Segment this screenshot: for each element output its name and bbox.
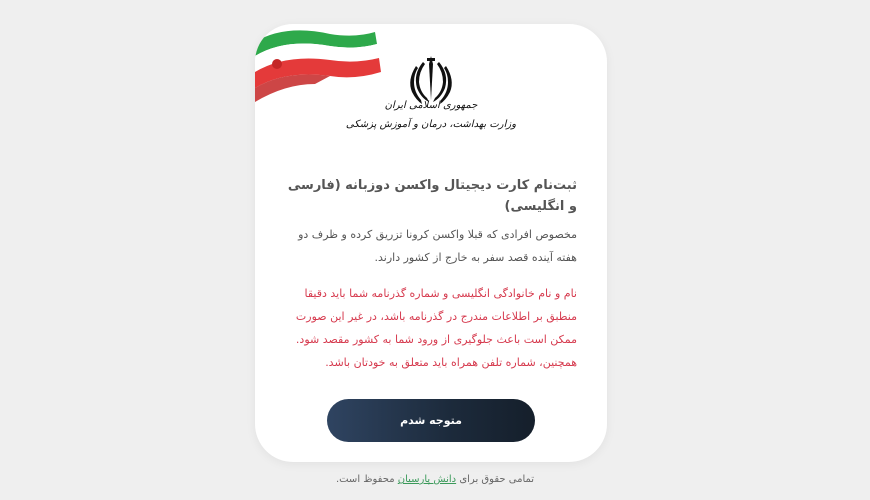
ministry-name-line1: جمهوری اسلامی ایران — [384, 100, 478, 111]
confirm-button[interactable]: متوجه شدم — [327, 399, 535, 442]
footer-company-link[interactable]: دانش پارسیان — [397, 474, 457, 485]
footer-prefix: تمامی حقوق برای — [459, 474, 535, 485]
description-text: مخصوص افرادی که قبلا واکسن کرونا تزریق کرده و ظرف دو هفته آینده قصد سفر به خارج از کشور دارند. — [298, 228, 577, 264]
page-title: ثبت‌نام کارت دیجیتال واکسن دوزبانه (فارسی و انگلیسی) — [287, 178, 577, 214]
notice-card — [255, 24, 607, 462]
ministry-name-line2: وزارت بهداشت، درمان و آموزش پزشکی — [345, 119, 517, 130]
footer-suffix: محفوظ است. — [335, 474, 395, 485]
footer-copyright — [0, 474, 870, 485]
warning-text: نام و نام خانوادگی انگلیسی و شماره گذرنامه شما باید دقیقا منطبق بر اطلاعات مندرج در گذرنامه باشد، در غیر این صورت ممکن است باعث جلوگیری از ورود شما به کشور مقصد شود. همچنین، شماره تلفن همراه باید متعلق به خودتان باشد. — [295, 287, 577, 369]
